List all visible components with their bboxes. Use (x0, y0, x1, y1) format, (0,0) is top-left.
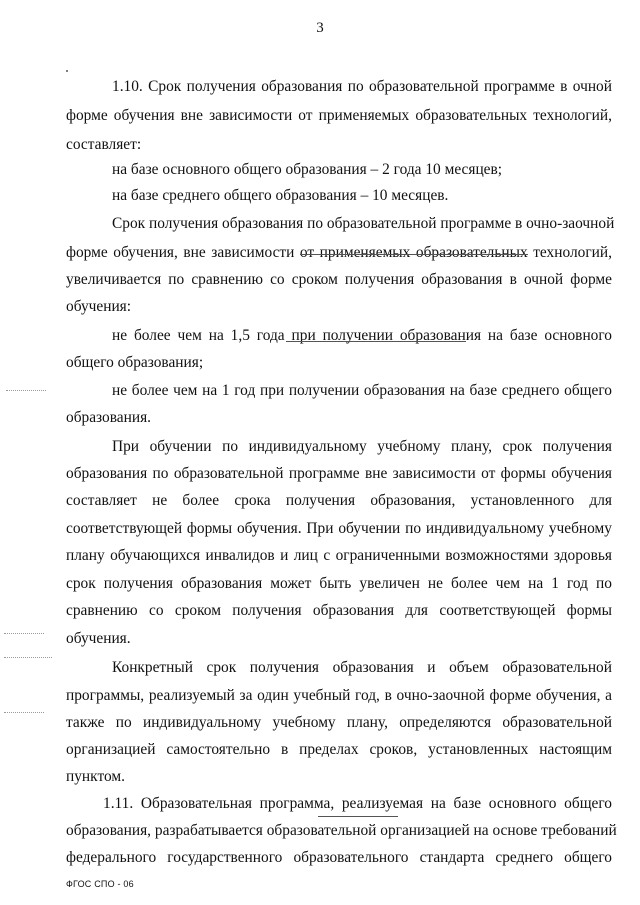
scan-speck (4, 712, 44, 714)
text-line: не более чем на 1,5 года при получении образования на базе основного (112, 327, 612, 344)
underline-mark (286, 341, 466, 342)
text-line: обучения: (66, 298, 132, 315)
text-line: обучения. (66, 630, 131, 647)
footer-code: ФГОС СПО - 06 (66, 879, 134, 889)
text-line: Конкретный срок получения образования и объем образовательной (112, 659, 612, 676)
text-line: общего образования; (66, 354, 204, 371)
text-line: форме обучения, вне зависимости от применяемых образовательных технологий, (66, 244, 612, 261)
text-line: федерального государственного образовательного стандарта среднего общего (66, 849, 612, 866)
page-number: 3 (316, 20, 324, 36)
text-line: увеличивается по сравнению со сроком получения образования в очной форме (66, 271, 612, 288)
text-line: срок получения образования может быть увеличен не более чем на 1 год по (66, 575, 612, 592)
text-line: плану обучающихся инвалидов и лиц с ограниченными возможностями здоровья (66, 547, 612, 564)
text-line: форме обучения вне зависимости от применяемых образовательных технологий, (66, 107, 612, 124)
scan-speck (66, 70, 68, 72)
text-line: программы, реализуемый за один учебный год, в очно-заочной форме обучения, а (66, 687, 612, 704)
text-line: сравнению со сроком получения образования для соответствующей формы (66, 602, 612, 619)
text-line: на базе основного общего образования – 2 года 10 месяцев; (112, 161, 503, 178)
text-line: на базе среднего общего образования – 10 месяцев. (112, 187, 449, 204)
text-line: не более чем на 1 год при получении образования на базе среднего общего (112, 382, 612, 399)
text-line: образования по образовательной программе вне зависимости от формы обучения (66, 465, 612, 482)
text-line: 1.11. Образовательная программа, реализуемая на базе основного общего (103, 795, 612, 812)
text-line: образования, разрабатывается образовательной организацией на основе требований (66, 822, 617, 839)
text-line: Срок получения образования по образовательной программе в очно-заочной (112, 215, 615, 232)
text-line: При обучении по индивидуальному учебному плану, срок получения (112, 438, 612, 455)
scan-speck (4, 633, 44, 635)
scan-mark (318, 816, 398, 817)
text-line: пунктом. (66, 768, 125, 785)
strike-mark (300, 254, 528, 255)
scan-speck (6, 390, 46, 392)
scan-speck (4, 657, 52, 659)
text-line: организацией самостоятельно в пределах сроков, установленных настоящим (66, 741, 612, 758)
text-line: также по индивидуальному учебному плану, определяются образовательной (66, 714, 612, 731)
text-line: образования. (66, 409, 152, 426)
text-line: соответствующей формы обучения. При обучении по индивидуальному учебному (66, 520, 612, 537)
text-line: 1.10. Срок получения образования по образовательной программе в очной (112, 78, 612, 95)
text-line: составляет: (66, 136, 142, 153)
text-line: составляет не более срока получения образования, установленного для (66, 492, 612, 509)
